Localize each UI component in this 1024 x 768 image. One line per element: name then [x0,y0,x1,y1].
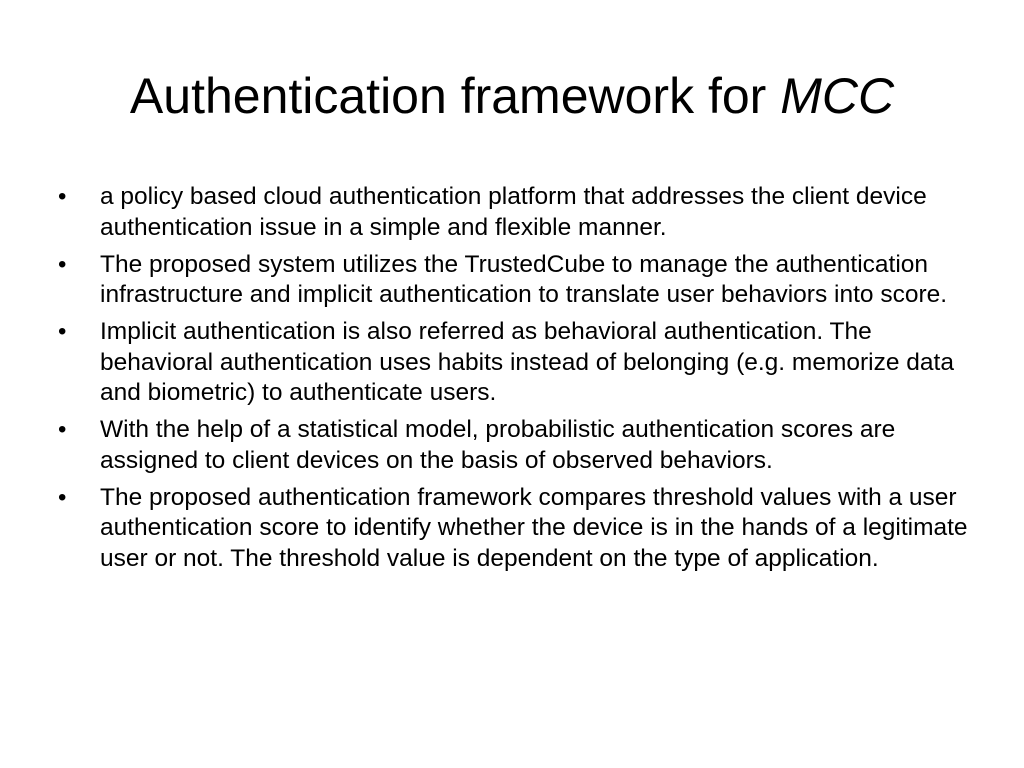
bullet-marker: • [58,318,67,345]
slide-title-emphasis: MCC [780,68,895,124]
bullet-item [58,250,970,311]
bullet-text: a policy based cloud authentication platform that addresses the client device authentication issue in a simple and flexible manner. [100,183,927,241]
bullet-item [58,317,970,409]
bullet-list [58,182,970,581]
bullet-marker: • [58,483,67,511]
bullet-text: The proposed system utilizes the TrustedCube to manage the authentication infrastructure and implicit authentication to translate user behaviors into score. [100,250,948,308]
bullet-item [58,415,970,476]
bullet-item [58,182,970,243]
bullet-item [58,483,970,575]
bullet-marker: • [58,250,67,278]
bullet-marker: • [58,183,67,210]
slide-title-main: Authentication framework for [129,68,781,124]
slide-title [40,60,984,132]
bullet-text: Implicit authentication is also referred as behavioral authentication. The behavioral authentication uses habits instead of belonging (e.g. memorize data and biometric) to authenticate users. [100,318,954,406]
bullet-marker: • [58,416,67,443]
bullet-text: The proposed authentication framework compares threshold values with a user authentication score to identify whether the device is in the hands of a legitimate user or not. The threshold value is dependent on the type of application. [100,483,968,572]
bullet-text: With the help of a statistical model, probabilistic authentication scores are assigned to client devices on the basis of observed behaviors. [100,416,896,474]
